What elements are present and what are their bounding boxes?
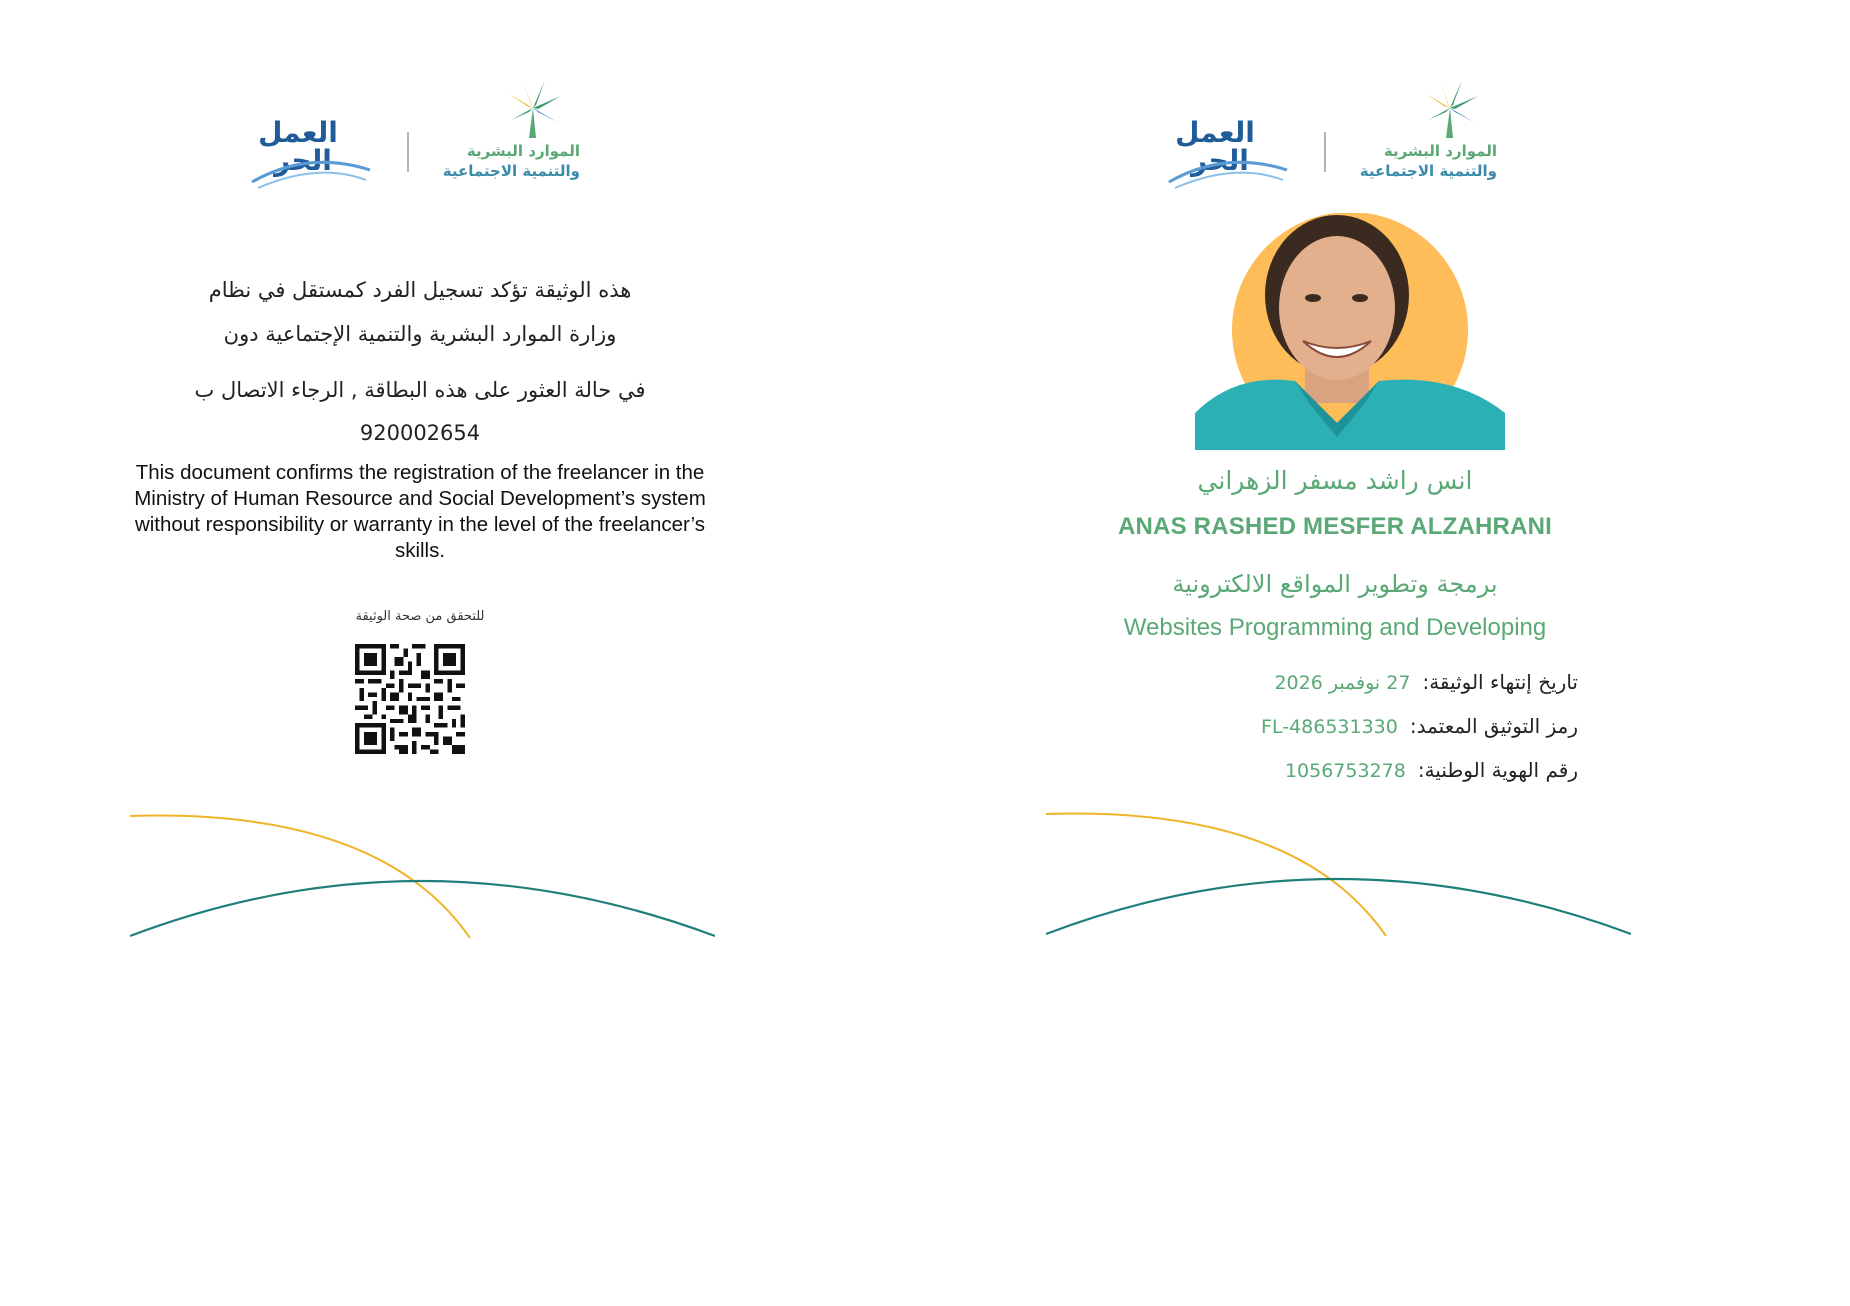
profile-photo (1195, 213, 1505, 450)
holder-name-en: ANAS RASHED MESFER ALZAHRANI (1117, 513, 1553, 540)
back-ar-line-2: وزارة الموارد البشرية والتنمية الإجتماعية دون (223, 322, 617, 346)
freelance-logo-line2: الحر (274, 144, 332, 177)
field-value: FL-486531330 (1261, 716, 1398, 738)
freelance-logo (1169, 116, 1287, 188)
card-back (100, 0, 860, 960)
back-ar-line-3: في حالة العثور على هذه البطاقة , الرجاء الاتصال ب (194, 378, 646, 402)
field-label: تاريخ إنتهاء الوثيقة: (1422, 670, 1578, 694)
freelance-logo (252, 116, 370, 188)
back-en-paragraph: This document confirms the registration of the freelancer in the Ministry of Human Resource and Social Development’s system without responsibility or warranty in the level of the freelancer’s skills. (134, 461, 706, 562)
ministry-logo (443, 80, 580, 180)
freelance-logo-line2: الحر (1191, 144, 1249, 177)
freelance-logo-line1: العمل (1175, 116, 1255, 149)
ministry-logo-line1: الموارد البشرية (1383, 142, 1497, 160)
field-expiry-date (1274, 670, 1578, 694)
qr-caption: للتحقق من صحة الوثيقة (355, 609, 485, 624)
ministry-logo-line1: الموارد البشرية (466, 142, 580, 160)
ministry-logo-line2: والتنمية الاجتماعية (442, 162, 580, 180)
decorative-arcs (130, 808, 715, 938)
ministry-logo-line2: والتنمية الاجتماعية (1359, 162, 1497, 180)
field-value: 1056753278 (1284, 760, 1406, 782)
job-title-en: Websites Programming and Developing (1123, 614, 1547, 641)
field-label: رمز التوثيق المعتمد: (1409, 714, 1578, 738)
back-ar-line-1: هذه الوثيقة تؤكد تسجيل الفرد كمستقل في نظام (208, 278, 632, 302)
card-front (1015, 0, 1775, 960)
back-phone: 920002654 (359, 421, 481, 445)
freelance-logo-line1: العمل (258, 116, 338, 149)
logo-group (248, 72, 588, 192)
logo-group (1165, 72, 1505, 192)
palm-icon (1426, 80, 1478, 138)
holder-name-ar: انس راشد مسفر الزهراني (1197, 466, 1473, 495)
palm-icon (509, 80, 561, 138)
job-title-ar: برمجة وتطوير المواقع الالكترونية (1172, 570, 1498, 598)
field-value: 27 نوفمبر 2026 (1274, 672, 1411, 694)
field-verification-code (1261, 714, 1578, 738)
decorative-arcs (1046, 806, 1631, 936)
qr-code-icon (355, 644, 465, 754)
field-national-id (1285, 758, 1578, 782)
field-label: رقم الهوية الوطنية: (1417, 758, 1578, 782)
ministry-logo (1360, 80, 1497, 180)
